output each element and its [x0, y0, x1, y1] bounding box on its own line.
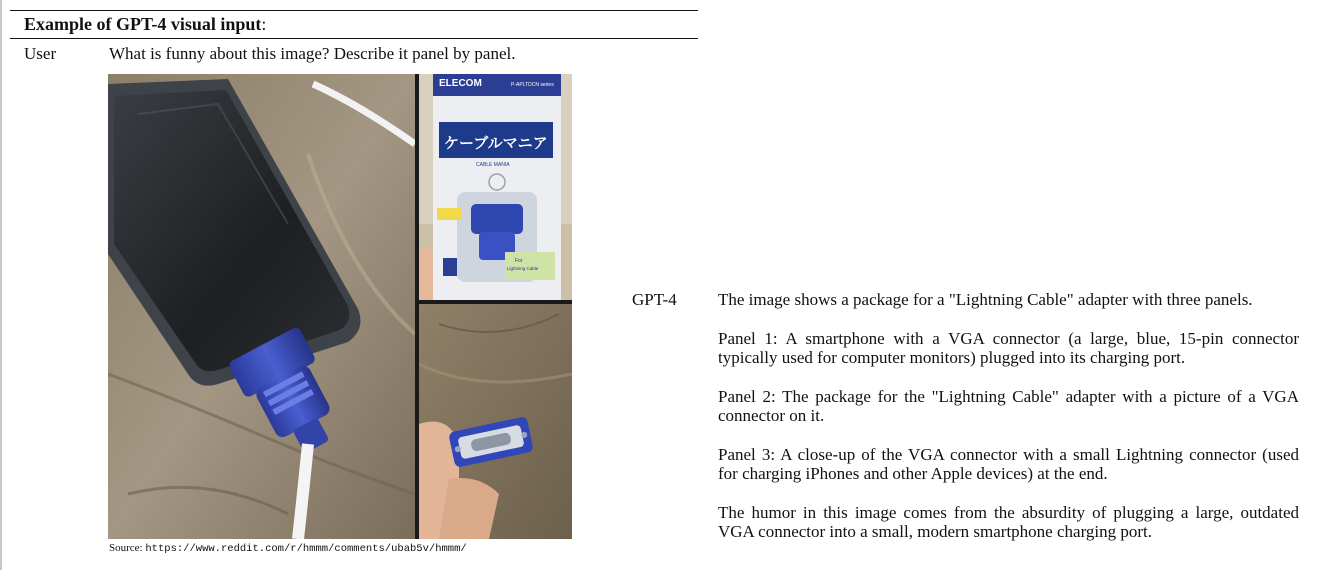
- assistant-role-label: GPT-4: [632, 290, 677, 309]
- package-brand: ELECOM: [439, 78, 482, 89]
- package-subtitle: CABLE MANIA: [476, 162, 510, 168]
- figure-source: [109, 542, 467, 556]
- response-paragraph: Panel 2: The package for the "Lightning Cable" adapter with a picture of a VGA connector on it.: [718, 386, 1299, 425]
- meme-image: [108, 74, 572, 539]
- user-prompt: What is funny about this image? Describe it panel by panel.: [109, 44, 516, 63]
- source-url: https://www.reddit.com/r/hmmm/comments/ubab5v/hmmm/: [145, 543, 467, 555]
- package-label-cable: Lightning Cable: [507, 266, 539, 271]
- response-paragraph: The image shows a package for a "Lightning Cable" adapter with three panels.: [718, 290, 1253, 309]
- example-title-colon: :: [261, 14, 267, 34]
- package-label-for: For: [515, 258, 523, 264]
- package-title: ケーブルマニア: [444, 134, 548, 152]
- panel-1-phone-photo: [108, 74, 415, 539]
- response-paragraph: Panel 1: A smartphone with a VGA connector (a large, blue, 15-pin connector typically used for computer monitors) plugged into its charging port.: [718, 328, 1299, 367]
- page-left-border: [0, 0, 2, 570]
- panel-2-package-photo: [419, 74, 572, 300]
- response-paragraph: The humor in this image comes from the absurdity of plugging a large, outdated VGA connector into a small, modern smartphone charging port.: [718, 502, 1299, 541]
- panel-3-closeup-photo: [419, 304, 572, 539]
- assistant-response: [718, 290, 1299, 561]
- response-paragraph: Panel 3: A close-up of the VGA connector with a small Lightning connector (used for charging iPhones and other Apple devices) at the end.: [718, 444, 1299, 483]
- package-series: P-APLTDCN series: [511, 82, 554, 88]
- header-rule: [10, 38, 698, 39]
- top-rule: [10, 10, 698, 11]
- user-role-label: User: [24, 44, 57, 63]
- source-prefix: Source:: [109, 542, 146, 554]
- example-title: [24, 13, 266, 35]
- example-title-text: Example of GPT-4 visual input: [24, 14, 262, 34]
